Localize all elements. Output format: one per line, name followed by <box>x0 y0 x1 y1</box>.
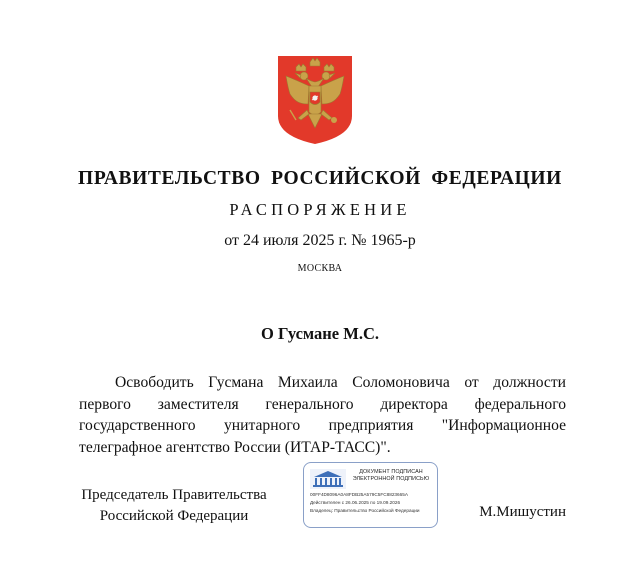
electronic-signature-stamp <box>303 462 438 528</box>
signature-details <box>310 491 436 515</box>
body-paragraph: Освободить Гусмана Михаила Соломоновича от должности первого заместителя генерального директора федерального государственного унитарного предприятия "Информационное телеграфное агентство России (ИТАР-ТАСС)". <box>79 374 566 456</box>
signer-position <box>74 485 274 527</box>
government-title: ПРАВИТЕЛЬСТВО РОССИЙСКОЙ ФЕДЕРАЦИИ <box>78 168 562 189</box>
signature-owner: Владелец: Правительство Российской Федерации <box>310 508 420 513</box>
document-type: РАСПОРЯЖЕНИЕ <box>229 200 411 219</box>
document-subject: О Гусмане М.С. <box>261 324 379 343</box>
signature-certificate: 00FF4D8096A0A8FDB25A579C5FC8823665A <box>310 492 408 497</box>
document-city: МОСКВА <box>297 263 343 274</box>
signature-validity: Действителен с 26.06.2025 по 19.09.2026 <box>310 500 401 505</box>
signer-position-line1: Председатель Правительства <box>81 487 267 503</box>
document-date-number: от 24 июля 2025 г. № 1965-р <box>224 232 416 249</box>
signature-heading-line1: ДОКУМЕНТ ПОДПИСАН <box>359 469 423 475</box>
document-body-text <box>79 372 566 458</box>
signature-heading <box>348 469 434 483</box>
signer-name: М.Мишустин <box>479 504 566 520</box>
russian-coat-of-arms-icon <box>276 54 354 146</box>
government-building-icon <box>310 469 346 489</box>
signer-position-line2: Российской Федерации <box>99 508 249 524</box>
signature-heading-line2: ЭЛЕКТРОННОЙ ПОДПИСЬЮ <box>352 476 430 482</box>
